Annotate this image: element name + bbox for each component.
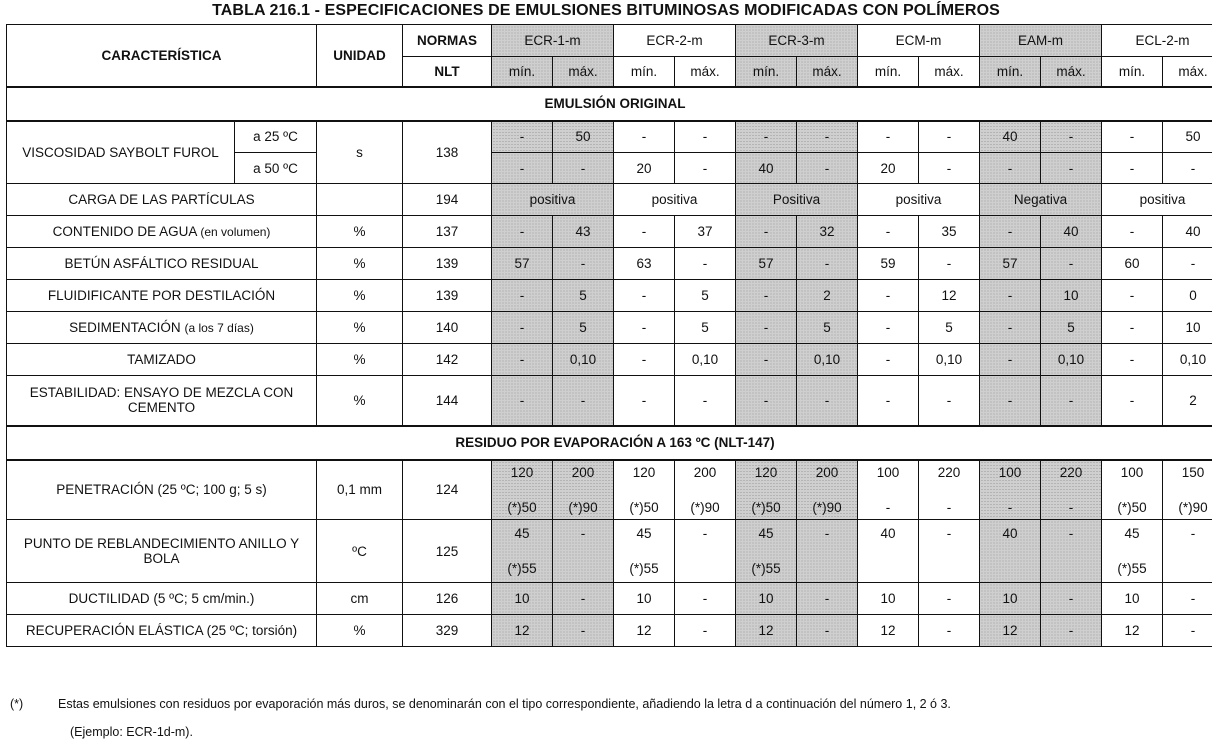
header-type-ecr3m: ECR-3-m: [736, 25, 858, 57]
cell-penetration-ecr2m-min: [614, 460, 675, 520]
row-norm-ductility: 126: [403, 583, 492, 615]
cell-ductility-ecmm-max: -: [919, 583, 980, 615]
row-unit-bitumen: %: [317, 248, 403, 280]
cell-viscosity-25-ecl2m-min: -: [1102, 121, 1163, 153]
cell-fluxant-ecl2m-min: -: [1102, 280, 1163, 312]
specifications-table: [6, 24, 1212, 647]
cell-water-ecr3m-min: -: [736, 216, 797, 248]
cell-water-ecmm-min: -: [858, 216, 919, 248]
cell-bitumen-ecr2m-max: -: [675, 248, 736, 280]
table-row-sieving: [7, 344, 1212, 376]
table-title: TABLA 216.1 - ESPECIFICACIONES DE EMULSIONES BITUMINOSAS MODIFICADAS CON POLÍMEROS: [212, 2, 1000, 19]
cell-sedimentation-ecmm-max: 5: [919, 312, 980, 344]
cell-penetration-note: (*)50: [629, 499, 659, 515]
cell-sieving-eamm-min: -: [980, 344, 1041, 376]
cell-recovery-ecl2m-max: -: [1163, 615, 1212, 647]
header-type-ecl2m: ECL-2-m: [1102, 25, 1212, 57]
cell-ductility-eamm-min: 10: [980, 583, 1041, 615]
cell-charge-eamm: Negativa: [980, 184, 1102, 216]
cell-softening-ecr3m-min: [736, 520, 797, 583]
row-label-fluxant: FLUIDIFICANTE POR DESTILACIÓN: [7, 280, 317, 312]
cell-viscosity-50-ecmm-min: 20: [858, 153, 919, 184]
cell-viscosity-50-ecl2m-min: -: [1102, 153, 1163, 184]
table-row-charge: [7, 184, 1212, 216]
cell-viscosity-50-ecr2m-min: 20: [614, 153, 675, 184]
cell-water-ecmm-max: 35: [919, 216, 980, 248]
cell-fluxant-ecr3m-max: 2: [797, 280, 858, 312]
row-label-stability-line1: ESTABILIDAD: ENSAYO DE MEZCLA CON: [29, 385, 294, 401]
cell-sieving-ecr1m-min: -: [492, 344, 553, 376]
cell-bitumen-ecr3m-min: 57: [736, 248, 797, 280]
cell-fluxant-ecr2m-min: -: [614, 280, 675, 312]
cell-fluxant-eamm-max: 10: [1041, 280, 1102, 312]
cell-viscosity-25-ecl2m-max: 50: [1163, 121, 1212, 153]
table-row-sedimentation: [7, 312, 1212, 344]
cell-sedimentation-ecr1m-min: -: [492, 312, 553, 344]
cell-sedimentation-ecmm-min: -: [858, 312, 919, 344]
cell-fluxant-ecl2m-max: 0: [1163, 280, 1212, 312]
cell-viscosity-50-ecr1m-min: -: [492, 153, 553, 184]
cell-penetration-ecr1m-max: [553, 460, 614, 520]
row-sublabel-50c: a 50 ºC: [235, 153, 317, 184]
cell-viscosity-25-ecr2m-min: -: [614, 121, 675, 153]
row-label-softening-line2: BOLA: [143, 551, 180, 566]
cell-sedimentation-ecr1m-max: 5: [553, 312, 614, 344]
cell-charge-ecr2m: positiva: [614, 184, 736, 216]
cell-viscosity-50-ecmm-max: -: [919, 153, 980, 184]
row-unit-viscosity: s: [317, 121, 403, 184]
header-normas: NORMAS: [403, 25, 492, 57]
cell-bitumen-ecmm-min: 59: [858, 248, 919, 280]
cell-sedimentation-ecr3m-max: 5: [797, 312, 858, 344]
row-label-water: [7, 216, 317, 248]
cell-recovery-ecr1m-min: 12: [492, 615, 553, 647]
section-title-residue: RESIDUO POR EVAPORACIÓN A 163 ºC (NLT-147): [7, 426, 1212, 460]
cell-recovery-eamm-max: -: [1041, 615, 1102, 647]
cell-stability-ecmm-max: -: [919, 376, 980, 426]
cell-softening-value: 45: [514, 526, 530, 541]
cell-penetration-note: -: [1007, 499, 1013, 515]
cell-fluxant-ecr1m-max: 5: [553, 280, 614, 312]
cell-softening-eamm-max: [1041, 520, 1102, 583]
cell-penetration-value: 120: [754, 464, 778, 480]
cell-penetration-note: (*)90: [690, 499, 720, 515]
cell-softening-value: 40: [880, 526, 896, 541]
row-label-water-text: CONTENIDO DE AGUA: [52, 224, 197, 239]
cell-sieving-ecr3m-max: 0,10: [797, 344, 858, 376]
cell-water-ecr3m-max: 32: [797, 216, 858, 248]
table-row-softening: [7, 520, 1212, 583]
table-body: [7, 25, 1212, 647]
row-label-viscosity: VISCOSIDAD SAYBOLT FUROL: [7, 121, 235, 184]
cell-bitumen-ecr1m-max: -: [553, 248, 614, 280]
row-norm-stability: 144: [403, 376, 492, 426]
cell-penetration-value: 100: [1120, 464, 1144, 480]
cell-stability-ecl2m-min: -: [1102, 376, 1163, 426]
cell-penetration-note: (*)90: [568, 499, 598, 515]
row-norm-fluxant: 139: [403, 280, 492, 312]
cell-sedimentation-eamm-min: -: [980, 312, 1041, 344]
cell-stability-eamm-max: -: [1041, 376, 1102, 426]
header-row-types: [7, 25, 1212, 57]
cell-sieving-ecl2m-max: 0,10: [1163, 344, 1212, 376]
cell-stability-eamm-min: -: [980, 376, 1041, 426]
cell-penetration-value: 150: [1181, 464, 1205, 480]
cell-sieving-ecr2m-min: -: [614, 344, 675, 376]
cell-penetration-value: 120: [510, 464, 534, 480]
cell-charge-ecr3m: Positiva: [736, 184, 858, 216]
footnote-example: (Ejemplo: ECR-1d-m).: [70, 725, 193, 739]
cell-ductility-ecr3m-max: -: [797, 583, 858, 615]
cell-viscosity-25-ecr2m-max: -: [675, 121, 736, 153]
header-max: máx.: [675, 57, 736, 87]
cell-softening-ecr1m-max: [553, 520, 614, 583]
header-min: mín.: [980, 57, 1041, 87]
cell-softening-ecl2m-min: [1102, 520, 1163, 583]
cell-penetration-value: 100: [998, 464, 1022, 480]
cell-recovery-ecmm-max: -: [919, 615, 980, 647]
cell-viscosity-25-ecr3m-min: -: [736, 121, 797, 153]
cell-softening-value: -: [824, 526, 830, 541]
cell-sieving-ecmm-max: 0,10: [919, 344, 980, 376]
row-unit-softening: ºC: [317, 520, 403, 583]
row-label-bitumen: BETÚN ASFÁLTICO RESIDUAL: [7, 248, 317, 280]
header-min: mín.: [614, 57, 675, 87]
header-min: mín.: [1102, 57, 1163, 87]
row-label-sedimentation: [7, 312, 317, 344]
cell-penetration-note: (*)50: [507, 499, 537, 515]
row-label-stability-line2: CEMENTO: [127, 400, 196, 416]
cell-softening-value: 45: [758, 526, 774, 541]
cell-softening-value: 45: [1124, 526, 1140, 541]
cell-stability-ecmm-min: -: [858, 376, 919, 426]
cell-softening-value: -: [946, 526, 952, 541]
cell-stability-ecr2m-max: -: [675, 376, 736, 426]
cell-sedimentation-eamm-max: 5: [1041, 312, 1102, 344]
cell-water-ecr1m-max: 43: [553, 216, 614, 248]
cell-penetration-value: 100: [876, 464, 900, 480]
cell-bitumen-eamm-max: -: [1041, 248, 1102, 280]
header-max: máx.: [553, 57, 614, 87]
cell-penetration-ecl2m-min: [1102, 460, 1163, 520]
cell-viscosity-50-ecr3m-min: 40: [736, 153, 797, 184]
cell-softening-note: (*)55: [1117, 561, 1147, 576]
cell-ductility-ecmm-min: 10: [858, 583, 919, 615]
cell-bitumen-ecl2m-max: -: [1163, 248, 1212, 280]
cell-viscosity-25-ecmm-max: -: [919, 121, 980, 153]
table-row-viscosity-25: [7, 121, 1212, 153]
row-unit-recovery: %: [317, 615, 403, 647]
row-label-ductility: DUCTILIDAD (5 ºC; 5 cm/min.): [7, 583, 317, 615]
cell-sieving-eamm-max: 0,10: [1041, 344, 1102, 376]
cell-fluxant-ecr1m-min: -: [492, 280, 553, 312]
cell-viscosity-25-eamm-max: -: [1041, 121, 1102, 153]
cell-sedimentation-ecr2m-max: 5: [675, 312, 736, 344]
header-type-eamm: EAM-m: [980, 25, 1102, 57]
cell-ductility-ecr1m-max: -: [553, 583, 614, 615]
row-unit-sieving: %: [317, 344, 403, 376]
row-norm-softening: 125: [403, 520, 492, 583]
cell-ductility-ecl2m-min: 10: [1102, 583, 1163, 615]
cell-water-ecl2m-max: 40: [1163, 216, 1212, 248]
cell-sedimentation-ecl2m-max: 10: [1163, 312, 1212, 344]
cell-softening-eamm-min: [980, 520, 1041, 583]
row-norm-sieving: 142: [403, 344, 492, 376]
cell-charge-ecl2m: positiva: [1102, 184, 1212, 216]
cell-softening-value: -: [702, 526, 708, 541]
cell-bitumen-ecr1m-min: 57: [492, 248, 553, 280]
cell-water-eamm-max: 40: [1041, 216, 1102, 248]
cell-softening-note: (*)55: [507, 561, 537, 576]
row-label-sedimentation-note: (a los 7 días): [184, 321, 254, 335]
cell-water-ecr2m-max: 37: [675, 216, 736, 248]
cell-softening-ecr2m-max: [675, 520, 736, 583]
row-norm-charge: 194: [403, 184, 492, 216]
cell-viscosity-50-ecr2m-max: -: [675, 153, 736, 184]
cell-stability-ecr3m-max: -: [797, 376, 858, 426]
table-row-ductility: [7, 583, 1212, 615]
cell-viscosity-25-ecmm-min: -: [858, 121, 919, 153]
cell-softening-ecl2m-max: [1163, 520, 1212, 583]
cell-recovery-ecr1m-max: -: [553, 615, 614, 647]
row-unit-ductility: cm: [317, 583, 403, 615]
cell-stability-ecr1m-max: -: [553, 376, 614, 426]
cell-penetration-note: -: [885, 499, 891, 515]
cell-viscosity-50-ecl2m-max: -: [1163, 153, 1212, 184]
cell-penetration-note: (*)90: [812, 499, 842, 515]
cell-penetration-ecmm-min: [858, 460, 919, 520]
header-nlt: NLT: [403, 57, 492, 87]
cell-softening-value: -: [1190, 526, 1196, 541]
footnote-mark: (*): [10, 697, 24, 711]
row-label-penetration: PENETRACIÓN (25 ºC; 100 g; 5 s): [7, 460, 317, 520]
table-row-penetration: [7, 460, 1212, 520]
header-max: máx.: [919, 57, 980, 87]
cell-penetration-note: (*)50: [751, 499, 781, 515]
cell-stability-ecr1m-min: -: [492, 376, 553, 426]
cell-penetration-note: (*)90: [1178, 499, 1208, 515]
cell-viscosity-50-eamm-max: -: [1041, 153, 1102, 184]
row-norm-penetration: 124: [403, 460, 492, 520]
cell-softening-value: -: [580, 526, 586, 541]
cell-ductility-ecr1m-min: 10: [492, 583, 553, 615]
row-norm-viscosity: 138: [403, 121, 492, 184]
row-norm-bitumen: 139: [403, 248, 492, 280]
cell-sieving-ecr1m-max: 0,10: [553, 344, 614, 376]
row-norm-water: 137: [403, 216, 492, 248]
cell-recovery-ecr3m-min: 12: [736, 615, 797, 647]
row-unit-penetration: 0,1 mm: [317, 460, 403, 520]
cell-penetration-value: 220: [937, 464, 961, 480]
cell-softening-note: (*)55: [751, 561, 781, 576]
cell-water-eamm-min: -: [980, 216, 1041, 248]
cell-fluxant-ecr3m-min: -: [736, 280, 797, 312]
header-type-ecr1m: ECR-1-m: [492, 25, 614, 57]
row-label-sieving: TAMIZADO: [7, 344, 317, 376]
cell-penetration-value: 200: [571, 464, 595, 480]
cell-recovery-ecr3m-max: -: [797, 615, 858, 647]
row-unit-sedimentation: %: [317, 312, 403, 344]
header-unidad: UNIDAD: [317, 25, 403, 87]
cell-bitumen-eamm-min: 57: [980, 248, 1041, 280]
cell-stability-ecr3m-min: -: [736, 376, 797, 426]
cell-ductility-ecr2m-max: -: [675, 583, 736, 615]
cell-softening-note: (*)55: [629, 561, 659, 576]
row-unit-charge: [317, 184, 403, 216]
cell-bitumen-ecr3m-max: -: [797, 248, 858, 280]
cell-penetration-ecmm-max: [919, 460, 980, 520]
header-max: máx.: [1041, 57, 1102, 87]
cell-sieving-ecr2m-max: 0,10: [675, 344, 736, 376]
header-type-ecr2m: ECR-2-m: [614, 25, 736, 57]
row-sublabel-25c: a 25 ºC: [235, 121, 317, 153]
row-label-stability: [7, 376, 317, 426]
cell-sedimentation-ecl2m-min: -: [1102, 312, 1163, 344]
cell-recovery-ecr2m-max: -: [675, 615, 736, 647]
cell-softening-value: 40: [1002, 526, 1018, 541]
cell-ductility-ecl2m-max: -: [1163, 583, 1212, 615]
cell-sieving-ecr3m-min: -: [736, 344, 797, 376]
cell-bitumen-ecr2m-min: 63: [614, 248, 675, 280]
cell-penetration-note: -: [946, 499, 952, 515]
header-caracteristica: CARACTERÍSTICA: [7, 25, 317, 87]
cell-penetration-ecl2m-max: [1163, 460, 1212, 520]
cell-penetration-value: 120: [632, 464, 656, 480]
row-label-charge: CARGA DE LAS PARTÍCULAS: [7, 184, 317, 216]
cell-penetration-ecr3m-min: [736, 460, 797, 520]
table-row-stability: [7, 376, 1212, 426]
cell-softening-ecr1m-min: [492, 520, 553, 583]
cell-softening-value: 45: [636, 526, 652, 541]
cell-recovery-eamm-min: 12: [980, 615, 1041, 647]
cell-fluxant-ecr2m-max: 5: [675, 280, 736, 312]
row-label-water-note: (en volumen): [200, 225, 271, 239]
cell-penetration-ecr2m-max: [675, 460, 736, 520]
cell-penetration-value: 200: [693, 464, 717, 480]
header-max: máx.: [1163, 57, 1212, 87]
header-type-ecmm: ECM-m: [858, 25, 980, 57]
row-norm-sedimentation: 140: [403, 312, 492, 344]
row-label-sedimentation-text: SEDIMENTACIÓN: [69, 320, 181, 335]
table-row-recovery: [7, 615, 1212, 647]
section-row-original: [7, 87, 1212, 121]
cell-water-ecr1m-min: -: [492, 216, 553, 248]
cell-sedimentation-ecr2m-min: -: [614, 312, 675, 344]
cell-viscosity-25-ecr1m-min: -: [492, 121, 553, 153]
cell-viscosity-25-ecr3m-max: -: [797, 121, 858, 153]
cell-fluxant-ecmm-max: 12: [919, 280, 980, 312]
cell-charge-ecr1m: positiva: [492, 184, 614, 216]
cell-penetration-eamm-max: [1041, 460, 1102, 520]
header-max: máx.: [797, 57, 858, 87]
cell-stability-ecl2m-max: 2: [1163, 376, 1212, 426]
cell-sieving-ecl2m-min: -: [1102, 344, 1163, 376]
section-title-original: EMULSIÓN ORIGINAL: [7, 87, 1212, 121]
cell-penetration-value: 220: [1059, 464, 1083, 480]
cell-penetration-note: -: [1068, 499, 1074, 515]
cell-penetration-value: 200: [815, 464, 839, 480]
cell-viscosity-25-eamm-min: 40: [980, 121, 1041, 153]
cell-viscosity-50-ecr3m-max: -: [797, 153, 858, 184]
table-row-fluxant: [7, 280, 1212, 312]
cell-softening-ecmm-max: [919, 520, 980, 583]
row-label-recovery: RECUPERACIÓN ELÁSTICA (25 ºC; torsión): [7, 615, 317, 647]
cell-softening-value: -: [1068, 526, 1074, 541]
cell-viscosity-50-ecr1m-max: -: [553, 153, 614, 184]
row-label-softening: [7, 520, 317, 583]
header-min: mín.: [736, 57, 797, 87]
cell-softening-ecr3m-max: [797, 520, 858, 583]
cell-penetration-note: (*)50: [1117, 499, 1147, 515]
cell-recovery-ecl2m-min: 12: [1102, 615, 1163, 647]
cell-softening-ecr2m-min: [614, 520, 675, 583]
cell-water-ecl2m-min: -: [1102, 216, 1163, 248]
cell-ductility-eamm-max: -: [1041, 583, 1102, 615]
cell-recovery-ecmm-min: 12: [858, 615, 919, 647]
cell-bitumen-ecl2m-min: 60: [1102, 248, 1163, 280]
row-unit-stability: %: [317, 376, 403, 426]
cell-viscosity-50-eamm-min: -: [980, 153, 1041, 184]
footnote-text: Estas emulsiones con residuos por evaporación más duros, se denominarán con el tipo correspondiente, añadiendo la letra d a continuación del número 1, 2 ó 3.: [58, 697, 951, 711]
cell-penetration-ecr3m-max: [797, 460, 858, 520]
cell-fluxant-ecmm-min: -: [858, 280, 919, 312]
table-row-bitumen: [7, 248, 1212, 280]
cell-penetration-ecr1m-min: [492, 460, 553, 520]
cell-ductility-ecr2m-min: 10: [614, 583, 675, 615]
cell-fluxant-eamm-min: -: [980, 280, 1041, 312]
cell-bitumen-ecmm-max: -: [919, 248, 980, 280]
cell-water-ecr2m-min: -: [614, 216, 675, 248]
cell-stability-ecr2m-min: -: [614, 376, 675, 426]
section-row-residue: [7, 426, 1212, 460]
row-unit-fluxant: %: [317, 280, 403, 312]
cell-viscosity-25-ecr1m-max: 50: [553, 121, 614, 153]
cell-penetration-eamm-min: [980, 460, 1041, 520]
cell-sieving-ecmm-min: -: [858, 344, 919, 376]
table-row-water: [7, 216, 1212, 248]
row-unit-water: %: [317, 216, 403, 248]
cell-sedimentation-ecr3m-min: -: [736, 312, 797, 344]
cell-softening-ecmm-min: [858, 520, 919, 583]
cell-ductility-ecr3m-min: 10: [736, 583, 797, 615]
row-label-softening-line1: PUNTO DE REBLANDECIMIENTO ANILLO Y: [23, 536, 300, 551]
header-min: mín.: [492, 57, 553, 87]
cell-recovery-ecr2m-min: 12: [614, 615, 675, 647]
header-min: mín.: [858, 57, 919, 87]
cell-charge-ecmm: positiva: [858, 184, 980, 216]
row-norm-recovery: 329: [403, 615, 492, 647]
